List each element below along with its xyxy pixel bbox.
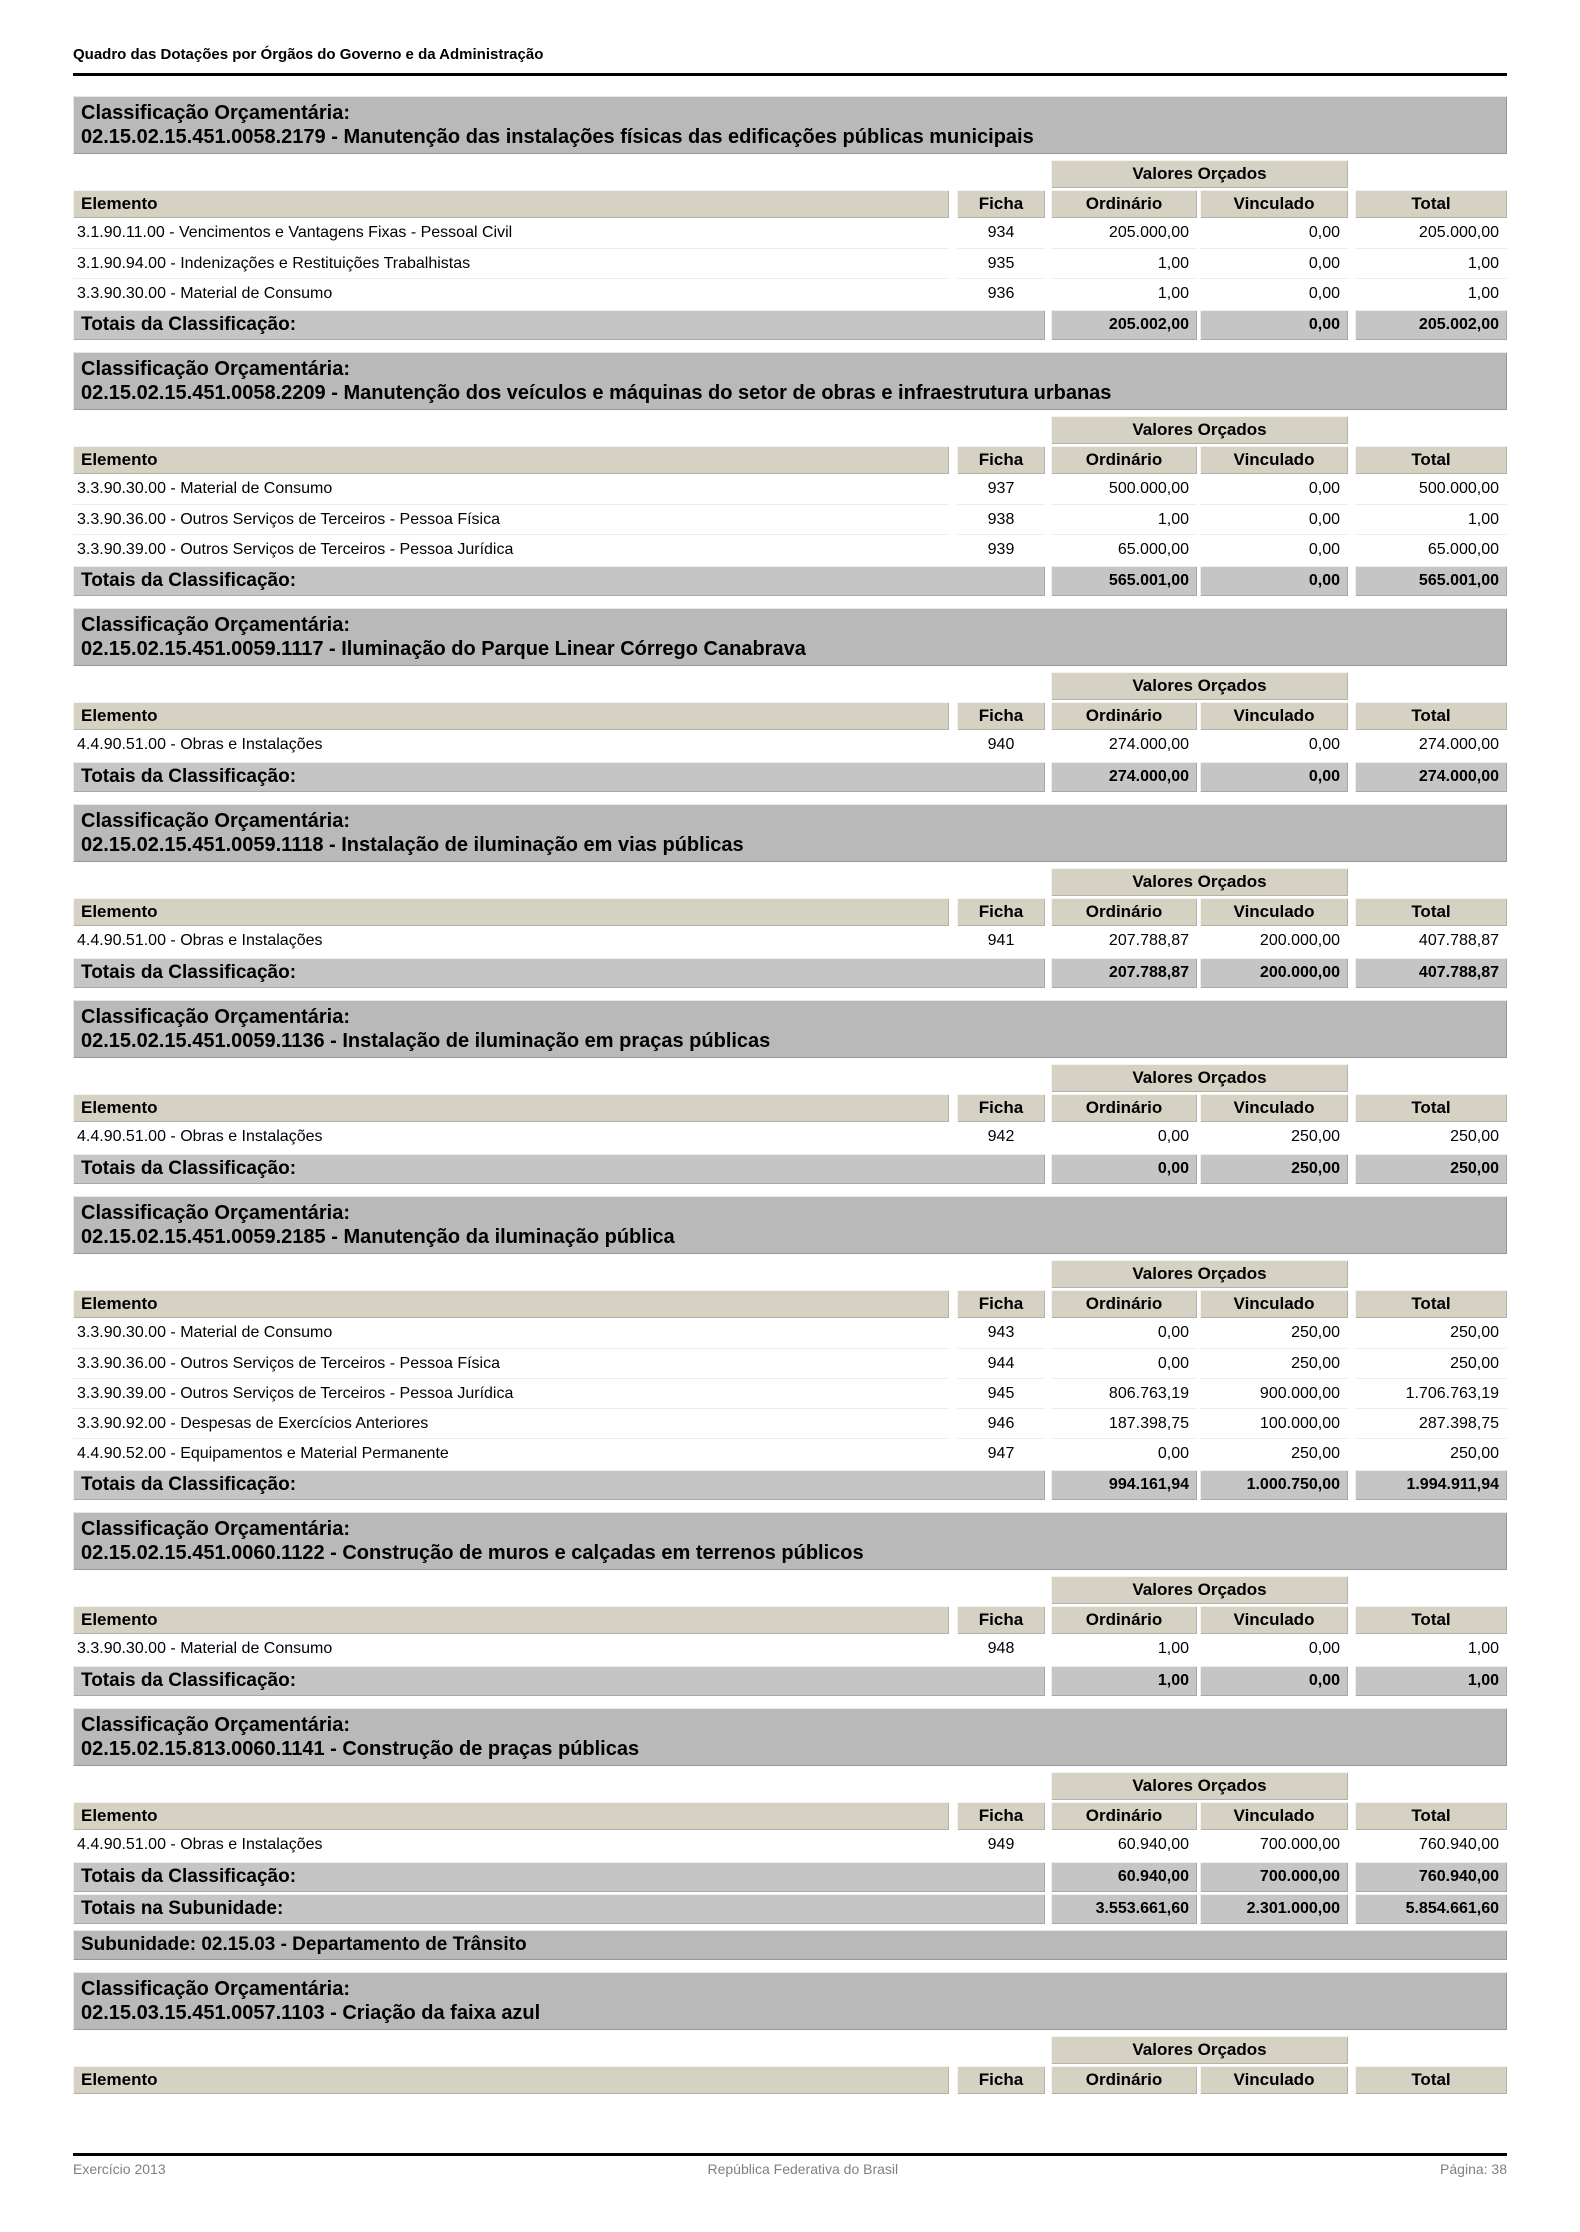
classification-section — [73, 352, 1507, 596]
table-header-row — [73, 702, 1507, 730]
table-row — [73, 534, 1507, 564]
page-footer — [73, 2135, 1507, 2177]
table-row — [73, 278, 1507, 308]
classification-totals-row-total: 205.002,00 — [1355, 310, 1507, 340]
row-vinculado: 200.000,00 — [1259, 932, 1340, 949]
row-vinculado: 250,00 — [1200, 1348, 1348, 1378]
classification-totals-row — [73, 762, 1507, 792]
table-row — [73, 1378, 1507, 1408]
row-ficha: 946 — [957, 1408, 1045, 1438]
row-vinculado: 0,00 — [1200, 504, 1348, 534]
row-vinculado: 100.000,00 — [1200, 1408, 1348, 1438]
valores-orcados-header: Valores Orçados — [1051, 868, 1348, 896]
column-header-total: Total — [1355, 898, 1507, 926]
row-ficha: 947 — [957, 1438, 1045, 1468]
table-row — [73, 1318, 1507, 1348]
classification-totals-row-vinculado: 0,00 — [1200, 566, 1348, 596]
classification-totals-row-label: Totais da Classificação: — [73, 310, 1045, 340]
sections-container — [73, 96, 1507, 2106]
valores-orcados-header: Valores Orçados — [1051, 416, 1348, 444]
row-ficha: 945 — [957, 1378, 1045, 1408]
row-total: 1,00 — [1467, 1640, 1499, 1657]
row-vinculado: 0,00 — [1308, 224, 1340, 241]
row-vinculado: 0,00 — [1200, 248, 1348, 278]
column-header-elemento: Elemento — [73, 702, 949, 730]
row-ordinario: 274.000,00 — [1108, 736, 1189, 753]
row-elemento: 4.4.90.51.00 - Obras e Instalações — [77, 1128, 323, 1145]
classification-header — [73, 352, 1507, 410]
column-header-total: Total — [1355, 1606, 1507, 1634]
classification-totals-row-total: 250,00 — [1355, 1154, 1507, 1184]
classification-header — [73, 608, 1507, 666]
row-vinculado: 250,00 — [1291, 1324, 1340, 1341]
column-header-ficha: Ficha — [957, 1094, 1045, 1122]
classification-section — [73, 1708, 1507, 1960]
column-header-ordinario: Ordinário — [1051, 1094, 1197, 1122]
classification-heading-label: Classificação Orçamentária: — [81, 1978, 351, 2000]
column-header-ordinario: Ordinário — [1051, 898, 1197, 926]
valores-orcados-row — [73, 1772, 1507, 1800]
table-header-row — [73, 1290, 1507, 1318]
valores-orcados-row — [73, 868, 1507, 896]
classification-totals-row — [73, 566, 1507, 596]
table-row — [73, 248, 1507, 278]
classification-code-title: 02.15.02.15.451.0058.2209 - Manutenção dos veículos e máquinas do setor de obras e infraestrutura urbanas — [81, 382, 1112, 404]
row-vinculado: 0,00 — [1308, 736, 1340, 753]
row-elemento: 3.1.90.94.00 - Indenizações e Restituições Trabalhistas — [73, 248, 949, 278]
row-total: 1.706.763,19 — [1355, 1378, 1507, 1408]
row-elemento: 4.4.90.51.00 - Obras e Instalações — [77, 1836, 323, 1853]
column-header-vinculado: Vinculado — [1200, 446, 1348, 474]
subunit-totals-row-total: 5.854.661,60 — [1355, 1894, 1507, 1924]
valores-orcados-row — [73, 2036, 1507, 2064]
classification-totals-row-total: 1.994.911,94 — [1355, 1470, 1507, 1500]
table-row — [73, 926, 1507, 956]
classification-heading-label: Classificação Orçamentária: — [81, 1006, 351, 1028]
column-header-elemento: Elemento — [73, 2066, 949, 2094]
column-header-total: Total — [1355, 2066, 1507, 2094]
subunit-totals-row — [73, 1894, 1507, 1924]
row-ficha: 949 — [987, 1836, 1015, 1853]
classification-totals-row — [73, 310, 1507, 340]
row-total: 500.000,00 — [1418, 480, 1499, 497]
classification-totals-row-label: Totais da Classificação: — [73, 1666, 1045, 1696]
row-vinculado: 0,00 — [1200, 278, 1348, 308]
valores-orcados-header: Valores Orçados — [1051, 1772, 1348, 1800]
column-header-ordinario: Ordinário — [1051, 1290, 1197, 1318]
row-ordinario: 187.398,75 — [1051, 1408, 1197, 1438]
row-vinculado: 0,00 — [1308, 480, 1340, 497]
column-header-ficha: Ficha — [957, 446, 1045, 474]
classification-heading-label: Classificação Orçamentária: — [81, 614, 351, 636]
classification-section — [73, 1512, 1507, 1696]
column-header-ordinario: Ordinário — [1051, 2066, 1197, 2094]
classification-code-title: 02.15.02.15.813.0060.1141 - Construção de praças públicas — [81, 1738, 640, 1760]
classification-totals-row-ordinario: 207.788,87 — [1051, 958, 1197, 988]
classification-header — [73, 804, 1507, 862]
classification-totals-row — [73, 1666, 1507, 1696]
classification-section — [73, 96, 1507, 340]
column-header-vinculado: Vinculado — [1200, 1802, 1348, 1830]
classification-totals-row-total: 274.000,00 — [1355, 762, 1507, 792]
row-elemento: 3.1.90.11.00 - Vencimentos e Vantagens Fixas - Pessoal Civil — [77, 224, 513, 241]
row-elemento: 3.3.90.30.00 - Material de Consumo — [77, 1324, 333, 1341]
column-header-elemento: Elemento — [73, 446, 949, 474]
row-vinculado: 250,00 — [1200, 1438, 1348, 1468]
page-header — [73, 45, 1507, 96]
row-ordinario: 60.940,00 — [1117, 1836, 1189, 1853]
column-header-vinculado: Vinculado — [1200, 702, 1348, 730]
table-row — [73, 1122, 1507, 1152]
row-total: 1,00 — [1355, 504, 1507, 534]
table-row — [73, 504, 1507, 534]
column-header-elemento: Elemento — [73, 1802, 949, 1830]
classification-section — [73, 1000, 1507, 1184]
classification-totals-row-total: 565.001,00 — [1355, 566, 1507, 596]
valores-orcados-row — [73, 1576, 1507, 1604]
classification-header — [73, 1708, 1507, 1766]
row-total: 287.398,75 — [1355, 1408, 1507, 1438]
row-ordinario: 1,00 — [1051, 248, 1197, 278]
valores-orcados-header: Valores Orçados — [1051, 160, 1348, 188]
table-row — [73, 1830, 1507, 1860]
column-header-total: Total — [1355, 446, 1507, 474]
footer-line — [73, 2156, 1507, 2177]
subunit-totals-row-vinculado: 2.301.000,00 — [1200, 1894, 1348, 1924]
classification-totals-row-label: Totais da Classificação: — [73, 1862, 1045, 1892]
row-elemento: 3.3.90.39.00 - Outros Serviços de Terceiros - Pessoa Jurídica — [73, 534, 949, 564]
column-header-total: Total — [1355, 1290, 1507, 1318]
subunit-heading: Subunidade: 02.15.03 - Departamento de Trânsito — [73, 1930, 1507, 1960]
row-ordinario: 0,00 — [1051, 1438, 1197, 1468]
row-vinculado: 0,00 — [1200, 534, 1348, 564]
column-header-total: Total — [1355, 1094, 1507, 1122]
classification-totals-row-ordinario: 1,00 — [1051, 1666, 1197, 1696]
classification-section — [73, 1196, 1507, 1500]
column-header-ordinario: Ordinário — [1051, 1606, 1197, 1634]
row-total: 1,00 — [1355, 278, 1507, 308]
row-vinculado: 900.000,00 — [1200, 1378, 1348, 1408]
row-ficha: 939 — [957, 534, 1045, 564]
classification-totals-row — [73, 1154, 1507, 1184]
classification-heading-label: Classificação Orçamentária: — [81, 1202, 351, 1224]
table-row — [73, 474, 1507, 504]
row-vinculado: 250,00 — [1291, 1128, 1340, 1145]
row-total: 250,00 — [1450, 1324, 1499, 1341]
classification-totals-row-label: Totais da Classificação: — [73, 1470, 1045, 1500]
column-header-vinculado: Vinculado — [1200, 898, 1348, 926]
row-total: 407.788,87 — [1418, 932, 1499, 949]
classification-code-title: 02.15.02.15.451.0058.2179 - Manutenção das instalações físicas das edificações públicas municipais — [81, 126, 1034, 148]
row-ordinario: 1,00 — [1051, 278, 1197, 308]
row-ordinario: 1,00 — [1157, 1640, 1189, 1657]
column-header-ordinario: Ordinário — [1051, 446, 1197, 474]
classification-code-title: 02.15.02.15.451.0059.2185 - Manutenção da iluminação pública — [81, 1226, 675, 1248]
row-ficha: 937 — [987, 480, 1015, 497]
column-header-ordinario: Ordinário — [1051, 190, 1197, 218]
column-header-vinculado: Vinculado — [1200, 190, 1348, 218]
table-header-row — [73, 1606, 1507, 1634]
row-elemento: 3.3.90.30.00 - Material de Consumo — [73, 278, 949, 308]
column-header-ficha: Ficha — [957, 898, 1045, 926]
footer-exercise-label: Exercício 2013 — [73, 2161, 166, 2177]
row-ordinario: 0,00 — [1157, 1324, 1189, 1341]
row-total: 65.000,00 — [1355, 534, 1507, 564]
table-header-row — [73, 898, 1507, 926]
row-total: 1,00 — [1355, 248, 1507, 278]
table-row — [73, 1634, 1507, 1664]
row-ficha: 940 — [987, 736, 1015, 753]
classification-heading-label: Classificação Orçamentária: — [81, 102, 351, 124]
column-header-vinculado: Vinculado — [1200, 1606, 1348, 1634]
row-total: 250,00 — [1355, 1348, 1507, 1378]
column-header-ficha: Ficha — [957, 1606, 1045, 1634]
classification-totals-row-vinculado: 1.000.750,00 — [1200, 1470, 1348, 1500]
row-elemento: 4.4.90.52.00 - Equipamentos e Material Permanente — [73, 1438, 949, 1468]
column-header-ficha: Ficha — [957, 190, 1045, 218]
table-row — [73, 1438, 1507, 1468]
table-header-row — [73, 2066, 1507, 2094]
row-total: 205.000,00 — [1418, 224, 1499, 241]
row-ficha: 941 — [987, 932, 1015, 949]
classification-heading-label: Classificação Orçamentária: — [81, 358, 351, 380]
classification-totals-row-vinculado: 0,00 — [1200, 310, 1348, 340]
column-header-vinculado: Vinculado — [1200, 2066, 1348, 2094]
row-total: 760.940,00 — [1418, 1836, 1499, 1853]
row-total: 250,00 — [1450, 1128, 1499, 1145]
column-header-elemento: Elemento — [73, 1290, 949, 1318]
classification-totals-row-ordinario: 274.000,00 — [1051, 762, 1197, 792]
classification-code-title: 02.15.02.15.451.0059.1136 - Instalação de iluminação em praças públicas — [81, 1030, 771, 1052]
row-elemento: 3.3.90.36.00 - Outros Serviços de Terceiros - Pessoa Física — [73, 1348, 949, 1378]
classification-header — [73, 1000, 1507, 1058]
row-ordinario: 65.000,00 — [1051, 534, 1197, 564]
classification-totals-row-ordinario: 0,00 — [1051, 1154, 1197, 1184]
column-header-elemento: Elemento — [73, 1606, 949, 1634]
classification-totals-row-ordinario: 565.001,00 — [1051, 566, 1197, 596]
classification-header — [73, 1972, 1507, 2030]
table-row — [73, 1408, 1507, 1438]
table-row — [73, 1348, 1507, 1378]
footer-page-number: Página: 38 — [1440, 2161, 1507, 2177]
classification-code-title: 02.15.02.15.451.0060.1122 - Construção de muros e calçadas em terrenos públicos — [81, 1542, 864, 1564]
row-elemento: 3.3.90.92.00 - Despesas de Exercícios Anteriores — [73, 1408, 949, 1438]
classification-heading-label: Classificação Orçamentária: — [81, 1518, 351, 1540]
table-header-row — [73, 1802, 1507, 1830]
classification-section — [73, 804, 1507, 988]
column-header-elemento: Elemento — [73, 190, 949, 218]
column-header-vinculado: Vinculado — [1200, 1290, 1348, 1318]
column-header-ficha: Ficha — [957, 1802, 1045, 1830]
valores-orcados-header: Valores Orçados — [1051, 1260, 1348, 1288]
row-ordinario: 500.000,00 — [1108, 480, 1189, 497]
classification-code-title: 02.15.03.15.451.0057.1103 - Criação da faixa azul — [81, 2002, 541, 2024]
classification-code-title: 02.15.02.15.451.0059.1118 - Instalação de iluminação em vias públicas — [81, 834, 744, 856]
row-elemento: 3.3.90.36.00 - Outros Serviços de Terceiros - Pessoa Física — [73, 504, 949, 534]
valores-orcados-header: Valores Orçados — [1051, 1064, 1348, 1092]
row-ordinario: 207.788,87 — [1108, 932, 1189, 949]
classification-totals-row-ordinario: 994.161,94 — [1051, 1470, 1197, 1500]
row-ficha: 944 — [957, 1348, 1045, 1378]
table-header-row — [73, 190, 1507, 218]
row-ficha: 948 — [987, 1640, 1015, 1657]
row-elemento: 4.4.90.51.00 - Obras e Instalações — [77, 932, 323, 949]
column-header-total: Total — [1355, 1802, 1507, 1830]
row-ficha: 938 — [957, 504, 1045, 534]
title-rule — [73, 73, 1507, 76]
valores-orcados-row — [73, 1260, 1507, 1288]
valores-orcados-header: Valores Orçados — [1051, 1576, 1348, 1604]
footer-country-label: República Federativa do Brasil — [707, 2161, 899, 2177]
row-elemento: 3.3.90.30.00 - Material de Consumo — [77, 1640, 333, 1657]
row-ficha: 942 — [987, 1128, 1015, 1145]
valores-orcados-header: Valores Orçados — [1051, 2036, 1348, 2064]
row-elemento: 3.3.90.39.00 - Outros Serviços de Terceiros - Pessoa Jurídica — [73, 1378, 949, 1408]
row-elemento: 3.3.90.30.00 - Material de Consumo — [77, 480, 333, 497]
classification-totals-row-vinculado: 200.000,00 — [1200, 958, 1348, 988]
valores-orcados-header: Valores Orçados — [1051, 672, 1348, 700]
row-elemento: 4.4.90.51.00 - Obras e Instalações — [77, 736, 323, 753]
table-header-row — [73, 1094, 1507, 1122]
subunit-totals-row-label: Totais na Subunidade: — [73, 1894, 1045, 1924]
classification-code-title: 02.15.02.15.451.0059.1117 - Iluminação do Parque Linear Córrego Canabrava — [81, 638, 806, 660]
column-header-ficha: Ficha — [957, 1290, 1045, 1318]
column-header-total: Total — [1355, 702, 1507, 730]
classification-totals-row — [73, 1470, 1507, 1500]
column-header-ficha: Ficha — [957, 702, 1045, 730]
column-header-ordinario: Ordinário — [1051, 702, 1197, 730]
row-ficha: 935 — [957, 248, 1045, 278]
row-ficha: 936 — [957, 278, 1045, 308]
classification-totals-row-vinculado: 250,00 — [1200, 1154, 1348, 1184]
classification-totals-row-vinculado: 700.000,00 — [1200, 1862, 1348, 1892]
classification-header — [73, 1196, 1507, 1254]
classification-heading-label: Classificação Orçamentária: — [81, 1714, 351, 1736]
classification-header — [73, 1512, 1507, 1570]
classification-totals-row-vinculado: 0,00 — [1200, 1666, 1348, 1696]
classification-totals-row — [73, 1862, 1507, 1892]
row-ordinario: 806.763,19 — [1051, 1378, 1197, 1408]
classification-totals-row-total: 1,00 — [1355, 1666, 1507, 1696]
column-header-elemento: Elemento — [73, 1094, 949, 1122]
row-vinculado: 0,00 — [1308, 1640, 1340, 1657]
classification-totals-row-total: 407.788,87 — [1355, 958, 1507, 988]
row-ordinario: 205.000,00 — [1108, 224, 1189, 241]
classification-totals-row-label: Totais da Classificação: — [73, 958, 1045, 988]
classification-totals-row-label: Totais da Classificação: — [73, 566, 1045, 596]
column-header-elemento: Elemento — [73, 898, 949, 926]
table-header-row — [73, 446, 1507, 474]
row-ficha: 934 — [987, 224, 1015, 241]
classification-section — [73, 608, 1507, 792]
classification-totals-row-label: Totais da Classificação: — [73, 762, 1045, 792]
classification-heading-label: Classificação Orçamentária: — [81, 810, 351, 832]
column-header-ordinario: Ordinário — [1051, 1802, 1197, 1830]
valores-orcados-row — [73, 416, 1507, 444]
classification-totals-row-label: Totais da Classificação: — [73, 1154, 1045, 1184]
row-ordinario: 0,00 — [1051, 1348, 1197, 1378]
table-row — [73, 730, 1507, 760]
valores-orcados-row — [73, 160, 1507, 188]
row-ordinario: 0,00 — [1157, 1128, 1189, 1145]
classification-section — [73, 1972, 1507, 2094]
classification-totals-row-ordinario: 205.002,00 — [1051, 310, 1197, 340]
classification-totals-row-ordinario: 60.940,00 — [1051, 1862, 1197, 1892]
row-ordinario: 1,00 — [1051, 504, 1197, 534]
row-total: 274.000,00 — [1418, 736, 1499, 753]
classification-totals-row-total: 760.940,00 — [1355, 1862, 1507, 1892]
row-total: 250,00 — [1355, 1438, 1507, 1468]
column-header-vinculado: Vinculado — [1200, 1094, 1348, 1122]
column-header-total: Total — [1355, 190, 1507, 218]
classification-totals-row — [73, 958, 1507, 988]
classification-totals-row-vinculado: 0,00 — [1200, 762, 1348, 792]
page-title: Quadro das Dotações por Órgãos do Governo e da Administração — [73, 46, 544, 63]
subunit-totals-row-ordinario: 3.553.661,60 — [1051, 1894, 1197, 1924]
valores-orcados-row — [73, 1064, 1507, 1092]
column-header-ficha: Ficha — [957, 2066, 1045, 2094]
classification-header — [73, 96, 1507, 154]
row-vinculado: 700.000,00 — [1259, 1836, 1340, 1853]
table-row — [73, 218, 1507, 248]
row-ficha: 943 — [987, 1324, 1015, 1341]
valores-orcados-row — [73, 672, 1507, 700]
